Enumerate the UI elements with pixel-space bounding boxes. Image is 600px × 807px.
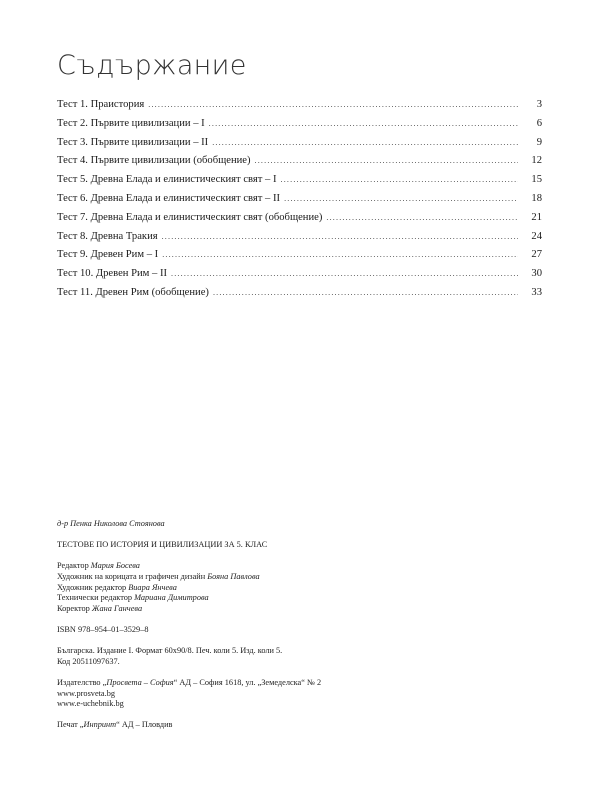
credit-person: Виара Янчева xyxy=(128,582,177,592)
toc-entry-page-number: 3 xyxy=(536,99,542,110)
toc-entry-label: Тест 8. Древна Тракия xyxy=(57,230,158,242)
credit-person: Бояна Павлова xyxy=(207,571,260,581)
toc-entry-label: Тест 4. Първите цивилизации (обобщение) xyxy=(57,155,251,167)
credit-line xyxy=(57,593,537,604)
toc-entry[interactable] xyxy=(57,171,542,190)
toc-entry[interactable] xyxy=(57,209,542,228)
toc-entry-page-number: 33 xyxy=(531,286,542,298)
credit-role: Редактор xyxy=(57,561,89,571)
toc-entry[interactable] xyxy=(57,228,542,247)
dot-leader xyxy=(209,115,518,134)
toc-entry[interactable] xyxy=(57,284,542,303)
credit-role: Художник на корицата и графичен дизайн xyxy=(57,571,206,581)
toc-entry-page-number: 27 xyxy=(531,249,542,261)
page-title: Съдържание xyxy=(57,50,247,81)
book-title: ТЕСТОВЕ ПО ИСТОРИЯ И ЦИВИЛИЗАЦИИ ЗА 5. КЛАС xyxy=(57,540,268,550)
toc-entry-label: Тест 6. Древна Елада и елинистическият свят – II xyxy=(57,192,281,204)
credit-person: Мариана Димитрова xyxy=(134,593,209,603)
printer-line xyxy=(57,720,537,731)
toc-entry-page-number: 15 xyxy=(531,174,542,186)
toc-entry[interactable] xyxy=(57,115,542,134)
toc-entry-page-number: 9 xyxy=(536,136,542,148)
toc-entry-label: Тест 1. Праистория xyxy=(57,99,145,110)
dot-leader xyxy=(212,134,518,153)
publisher-prefix: Издателство „ xyxy=(57,677,107,687)
toc-entry-label: Тест 5. Древна Елада и елинистическият свят – I xyxy=(57,174,277,186)
credit-line xyxy=(57,561,537,572)
credits-list xyxy=(57,561,537,614)
printer-name: Инпринт xyxy=(83,720,117,730)
toc-entry-label: Тест 3. Първите цивилизации – II xyxy=(57,136,209,148)
toc-entry-page-number: 12 xyxy=(531,155,542,167)
printer-prefix: Печат „ xyxy=(57,720,84,730)
credit-line xyxy=(57,604,537,615)
website-link[interactable]: www.prosveta.bg xyxy=(57,688,115,698)
dot-leader xyxy=(171,265,518,284)
toc-entry-page-number: 30 xyxy=(531,268,542,280)
dot-leader xyxy=(162,228,518,247)
toc-entry[interactable] xyxy=(57,152,542,171)
toc-entry[interactable] xyxy=(57,96,542,115)
printer-suffix: “ АД – Пловдив xyxy=(116,720,173,730)
toc-entry-label: Тест 2. Първите цивилизации – I xyxy=(57,117,205,129)
dot-leader xyxy=(213,284,518,303)
dot-leader xyxy=(148,96,518,115)
publisher-line xyxy=(57,678,537,689)
credit-person: Жана Ганчева xyxy=(91,603,143,613)
toc-entry-page-number: 24 xyxy=(531,230,542,242)
toc-entry[interactable] xyxy=(57,134,542,153)
dot-leader xyxy=(162,246,518,265)
toc-entry-label: Тест 10. Древен Рим – II xyxy=(57,268,168,280)
isbn-line: ISBN 978–954–01–3529–8 xyxy=(57,624,149,634)
toc-entry-label: Тест 9. Древен Рим – I xyxy=(57,249,159,261)
dot-leader xyxy=(281,171,518,190)
toc-entry-page-number: 18 xyxy=(531,192,542,204)
website-link[interactable]: www.e-uchebnik.bg xyxy=(57,699,124,709)
toc-entry[interactable] xyxy=(57,265,542,284)
toc-entry[interactable] xyxy=(57,190,542,209)
toc-entry[interactable] xyxy=(57,246,542,265)
toc-entry-page-number: 21 xyxy=(531,211,542,223)
credit-line xyxy=(57,583,537,594)
dot-leader xyxy=(255,152,518,171)
toc-entry-page-number: 6 xyxy=(536,117,542,129)
credit-role: Технически редактор xyxy=(57,593,133,603)
author-name: д-р Пенка Николова Стоянова xyxy=(57,519,165,528)
publisher-name: Просвета – София xyxy=(106,677,174,687)
table-of-contents xyxy=(57,96,542,303)
code-line: Код 20511097637. xyxy=(57,656,120,666)
toc-entry-label: Тест 11. Древен Рим (обобщение) xyxy=(57,286,209,298)
dot-leader xyxy=(326,209,518,228)
credit-line xyxy=(57,572,537,583)
edition-line: Българска. Издание I. Формат 60х90/8. Печ. коли 5. Изд. коли 5. xyxy=(57,646,283,656)
credit-role: Коректор xyxy=(57,603,90,613)
credit-person: Мария Босева xyxy=(90,561,140,571)
dot-leader xyxy=(284,190,518,209)
publisher-address: “ АД – София 1618, ул. „Земеделска“ № 2 xyxy=(173,677,322,687)
imprint-block xyxy=(57,519,537,731)
credit-role: Художник редактор xyxy=(57,582,127,592)
toc-entry-label: Тест 7. Древна Елада и елинистическият свят (обобщение) xyxy=(57,211,323,223)
